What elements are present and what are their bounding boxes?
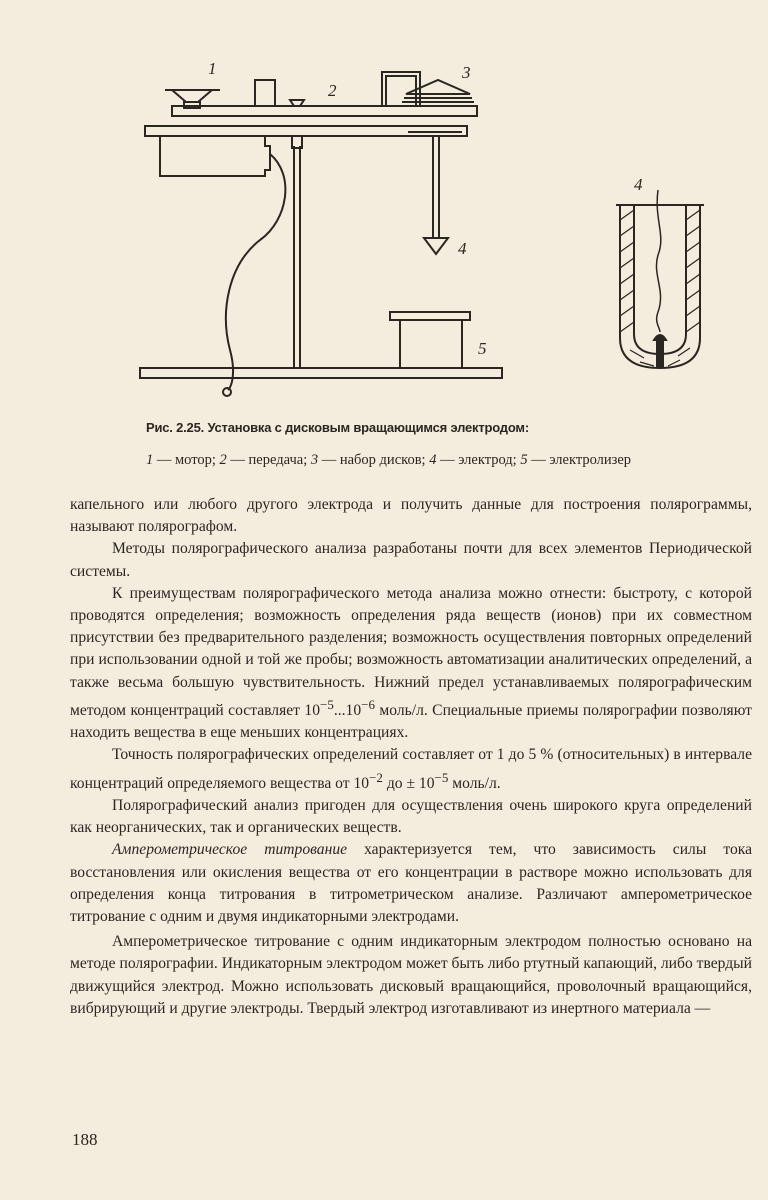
legend-num: 1 [146, 452, 154, 468]
motor-pulley [172, 90, 212, 102]
apparatus-figure [120, 50, 740, 400]
label-electrode-closeup: 4 [634, 175, 643, 194]
legend-num: 3 [310, 452, 319, 468]
figure-caption-legend [146, 452, 631, 469]
paragraph-3-text: К преимуществам полярографического метода анализа можно отнести: быстроту, с которой проводятся определения; возможность определения ряда веществ (ионов) при их совместном присутствии без предварительного разделения; возможность осуществления повторных определений при использовании одной и той же пробы; возможность автоматизации аналитических определений, а также весьма большую чувствительность. Нижний предел устанавливаемых полярографическим методом концентраций составляет [70, 584, 752, 720]
motor-block [255, 80, 275, 106]
apparatus-drawing [120, 50, 740, 400]
label-4: 4 [458, 239, 467, 258]
legend-text: — мотор; [153, 452, 220, 468]
paragraph-7: Амперометрическое титрование с одним индикаторным электродом полностью основано на методе полярографии. Индикаторным электродом может быть либо ртутный капающий, либо твердый движущийся электрод. Можно использовать дисковый вращающийся, проволочный вращающийся, вибрирующий и другие электроды. Твердый электрод изготавливают из инертного материала — [70, 933, 752, 1017]
paragraph-2: Методы полярографического анализа разработаны почти для всех элементов Периодической системы. [70, 540, 752, 580]
figure-caption-title: Рис. 2.25. Установка с дисковым вращающимся электродом: [146, 420, 529, 435]
body-text [70, 494, 752, 1020]
label-1: 1 [208, 59, 217, 78]
electrode-closeup [616, 190, 704, 368]
label-5: 5 [478, 339, 487, 358]
legend-num: 2 [219, 452, 227, 468]
label-3: 3 [462, 63, 471, 82]
page-number: 188 [72, 1130, 98, 1149]
legend-text: — набор дисков; [318, 452, 430, 468]
legend-num: 4 [429, 452, 437, 468]
cable [226, 154, 285, 390]
legend-text: — электролизер [527, 452, 632, 468]
disc-frame [382, 72, 420, 106]
paragraph-5: Полярографический анализ пригоден для осуществления очень широкого круга определений как неорганических, так и органических веществ. [70, 797, 752, 837]
paragraph-6: Амперометрическое титрование характеризуется тем, что зависимость силы тока восстановления или окисления вещества от его концентрации в растворе можно использовать для определения конца титрования в титрометрическом анализе. Различают амперометрическое титрование с одним и двумя индикаторными электродами. [70, 841, 752, 926]
paragraph-3: К преимуществам полярографического метода анализа можно отнести: быстроту, с которой проводятся определения; возможность определения ряда веществ (ионов) при их совместном присутствии без предварительного разделения; возможность осуществления повторных определений при использовании одной и той же пробы; возможность автоматизации аналитических определений, а также весьма большую чувствительность. Нижний предел устанавливаемых полярографическим методом концентраций составляет $10^{-5}...10^{-6}$ моль/л. Специальные приемы полярографии позволяют находить вещества в еще меньших концентрациях. [70, 584, 752, 742]
legend-num: 5 [520, 452, 528, 468]
cell-rim [390, 312, 470, 320]
motor-housing [160, 136, 270, 176]
base-plate [140, 368, 502, 378]
label-2: 2 [328, 81, 337, 100]
legend-text: — электрод; [436, 452, 521, 468]
term-amperometric-titration: Амперометрическое титрование [112, 841, 348, 859]
transmission-belt [172, 106, 477, 116]
legend-text: — передача; [226, 452, 311, 468]
paragraph-4: Точность полярографических определений составляет от 1 до 5 % (относительных) в интервале концентраций определяемого вещества от $10^{-2}$ до ± $10^{-5}$ моль/л. [70, 746, 752, 792]
electrode-tip [424, 238, 448, 254]
paragraph-1: капельного или любого другого электрода и получить данные для построения полярограммы, называют полярографом. [70, 496, 752, 536]
electrolyser [400, 320, 462, 368]
